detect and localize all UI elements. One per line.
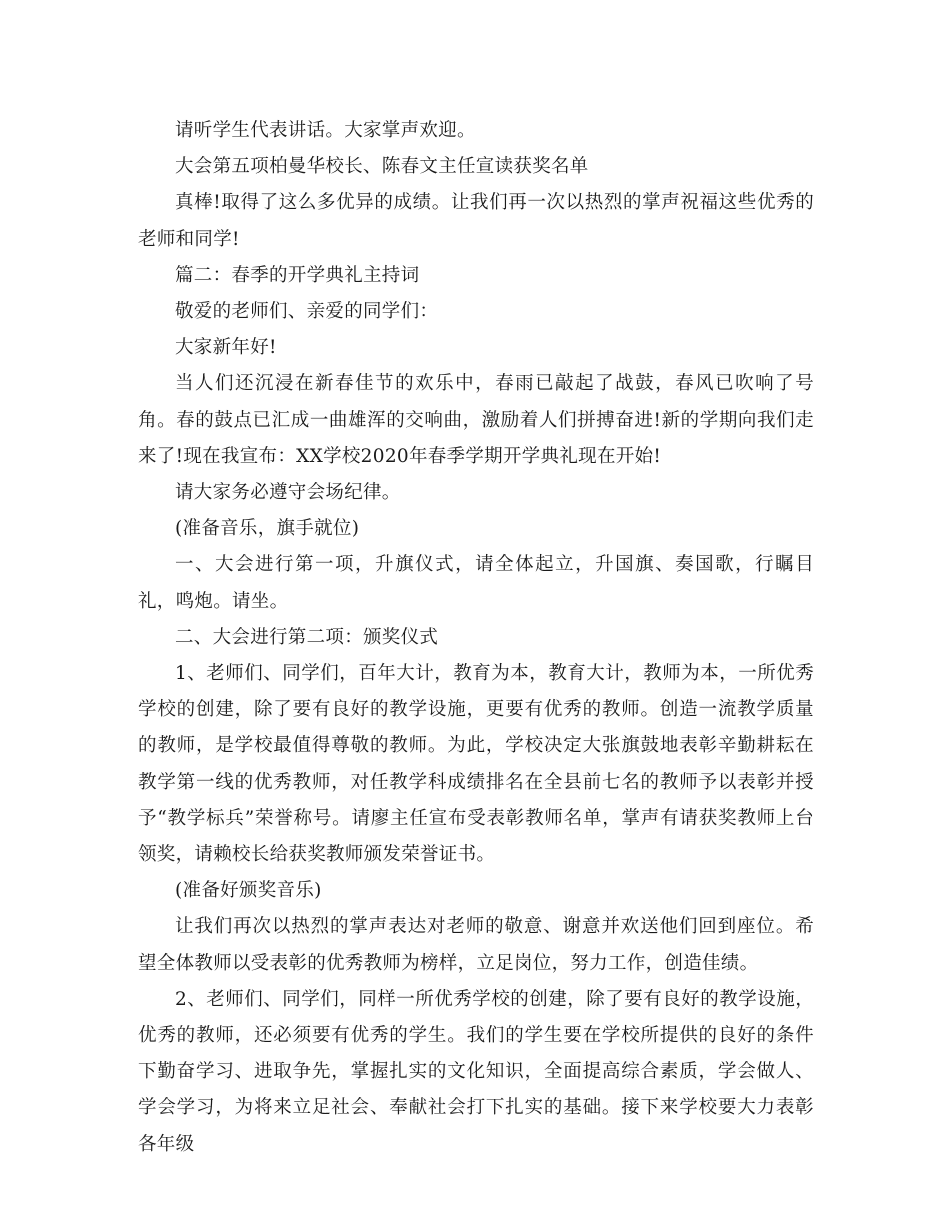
greeting: 大家新年好! <box>175 337 277 359</box>
paragraph: 二、大会进行第二项：颁奖仪式 <box>175 626 439 648</box>
document-body <box>138 113 814 1163</box>
paragraph: 2、老师们、同学们，同样一所优秀学校的创建，除了要有良好的教学设施，优秀的教师，还必须要有优秀的学生。我们的学生要在学校所提供的良好的条件下勤奋学习、进取争先，掌握扎实的文化知识，全面提高综合素质，学会做人、学会学习，为将来立足社会、奉献社会打下扎实的基础。接下来学校要大力表彰各年级 <box>138 988 814 1155</box>
paragraph: 一、大会进行第一项，升旗仪式，请全体起立，升国旗、奏国歌，行瞩目礼，鸣炮。请坐。 <box>138 554 814 612</box>
paragraph: 请听学生代表讲话。大家掌声欢迎。 <box>175 120 476 141</box>
section-heading: 篇二：春季的开学典礼主持词 <box>175 264 420 286</box>
paragraph: 当人们还沉浸在新春佳节的欢乐中，春雨已敲起了战鼓，春风已吹响了号角。春的鼓点已汇成一曲雄浑的交响曲，激励着人们拼搏奋进!新的学期向我们走来了!现在我宣布：XX学校2020年春季学期开学典礼现在开始! <box>138 373 814 467</box>
paragraph: 真棒!取得了这么多优异的成绩。让我们再一次以热烈的掌声祝福这些优秀的老师和同学! <box>138 192 814 250</box>
stage-direction: (准备音乐，旗手就位) <box>175 518 360 540</box>
paragraph: 让我们再次以热烈的掌声表达对老师的敬意、谢意并欢送他们回到座位。希望全体教师以受表彰的优秀教师为榜样，立足岗位，努力工作，创造佳绩。 <box>138 916 814 974</box>
stage-direction: (准备好颁奖音乐) <box>175 880 322 902</box>
paragraph: 1、老师们、同学们，百年大计，教育为本，教育大计，教师为本，一所优秀学校的创建，除了要有良好的教学设施，更要有优秀的教师。创造一流教学质量的教师，是学校最值得尊敬的教师。为此，学校决定大张旗鼓地表彰辛勤耕耘在教学第一线的优秀教师，对任教学科成绩排名在全县前七名的教师予以表彰并授予“教学标兵”荣誉称号。请廖主任宣布受表彰教师名单，掌声有请获奖教师上台领奖，请赖校长给获奖教师颁发荣誉证书。 <box>138 663 814 866</box>
salutation: 敬爱的老师们、亲爱的同学们： <box>175 301 439 323</box>
paragraph: 请大家务必遵守会场纪律。 <box>175 482 401 504</box>
paragraph: 大会第五项柏曼华校长、陈春文主任宣读获奖名单 <box>175 156 589 178</box>
